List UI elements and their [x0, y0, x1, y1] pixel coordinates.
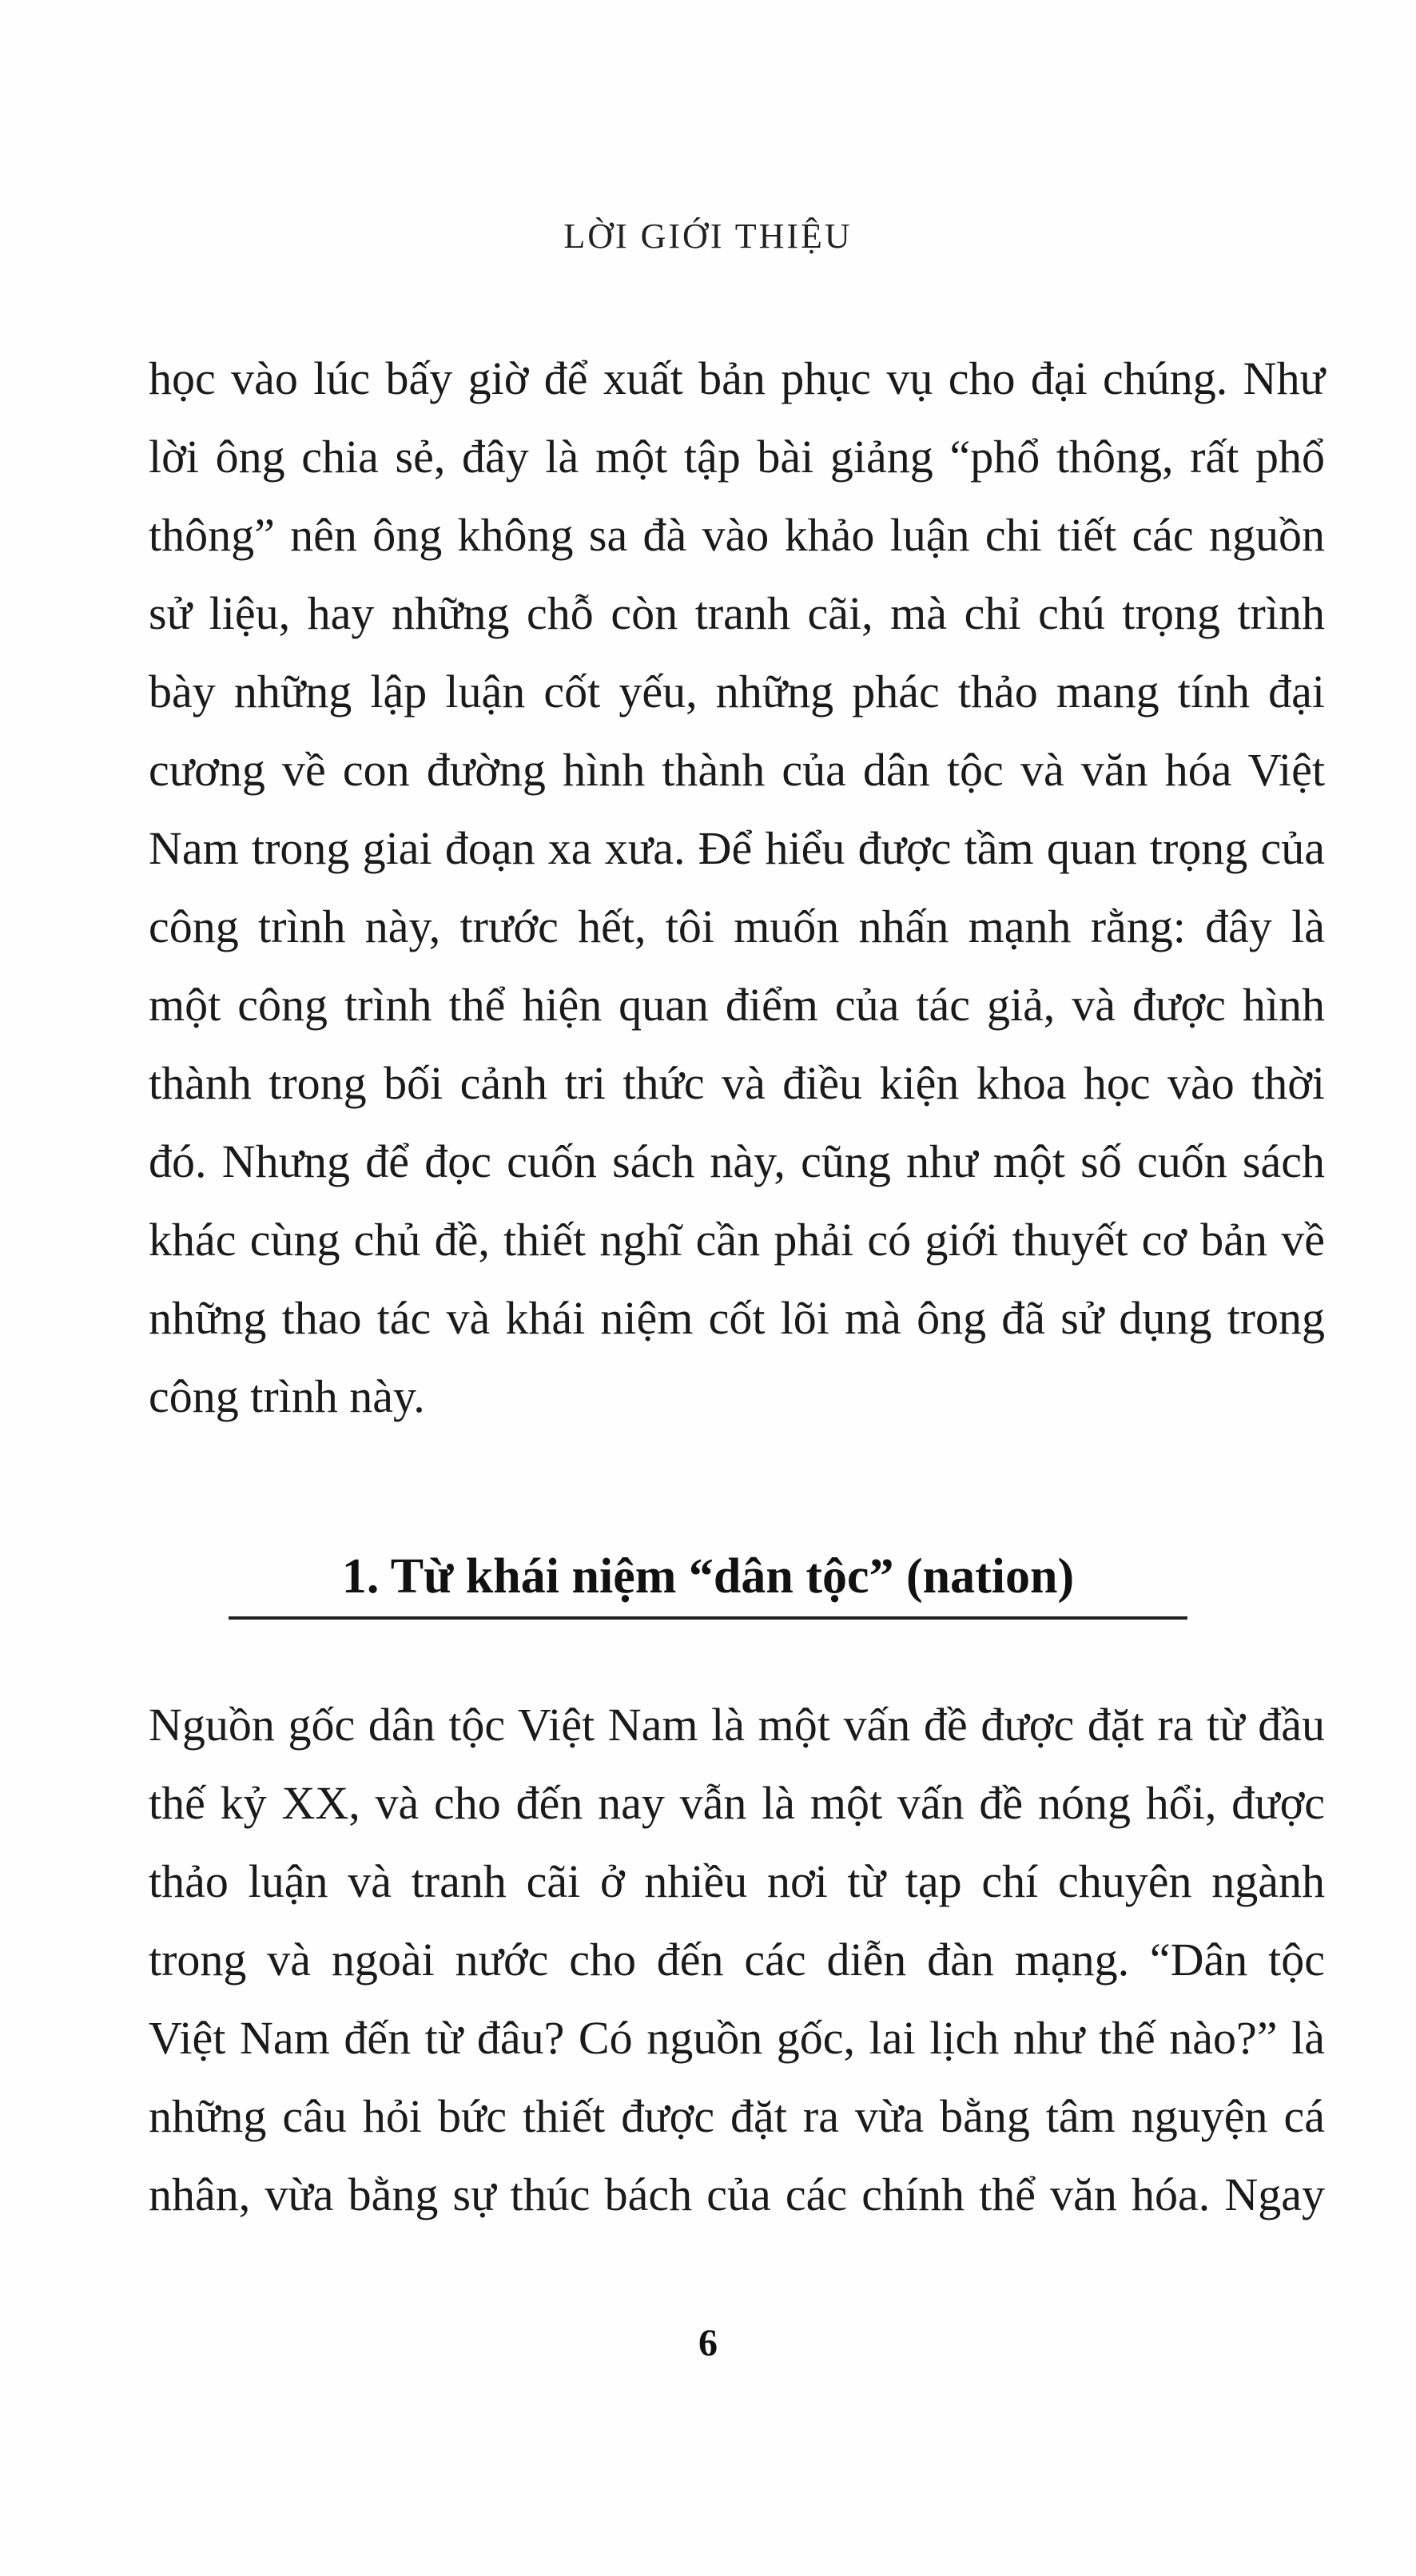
paragraph-line: bày những lập luận cốt yếu, những phác thảo mang tính đại: [149, 666, 1325, 718]
paragraph-line: khác cùng chủ đề, thiết nghĩ cần phải có giới thuyết cơ bản về: [149, 1214, 1325, 1266]
paragraph-line: sử liệu, hay những chỗ còn tranh cãi, mà chỉ chú trọng trình: [149, 587, 1325, 639]
page-number: 6: [698, 2322, 718, 2364]
paragraph-line: công trình này.: [149, 1370, 425, 1422]
paragraph-line: thành trong bối cảnh tri thức và điều kiện khoa học vào thời: [149, 1057, 1325, 1109]
paragraph-line: học vào lúc bấy giờ để xuất bản phục vụ cho đại chúng. Như: [149, 352, 1325, 404]
running-head: LỜI GIỚI THIỆU: [563, 217, 853, 256]
paragraph-line: nhân, vừa bằng sự thúc bách của các chính thể văn hóa. Ngay: [149, 2169, 1325, 2220]
section-heading: [0, 1548, 1416, 1620]
section-heading-text: 1. Từ khái niệm “dân tộc” (nation): [229, 1548, 1187, 1620]
paragraph-section-1: [149, 1686, 1325, 2234]
paragraph-line: công trình này, trước hết, tôi muốn nhấn mạnh rằng: đây là: [149, 900, 1325, 952]
paragraph-line: những thao tác và khái niệm cốt lõi mà ông đã sử dụng trong: [149, 1292, 1325, 1344]
paragraph-line: Nguồn gốc dân tộc Việt Nam là một vấn đề được đặt ra từ đầu: [149, 1699, 1325, 1751]
paragraph-line: thảo luận và tranh cãi ở nhiều nơi từ tạp chí chuyên ngành: [149, 1855, 1325, 1907]
paragraph-line: thế kỷ XX, và cho đến nay vẫn là một vấn đề nóng hổi, được: [149, 1777, 1325, 1829]
paragraph-line: những câu hỏi bức thiết được đặt ra vừa bằng tâm nguyện cá: [149, 2090, 1325, 2142]
paragraph-line: một công trình thể hiện quan điểm của tác giả, và được hình: [149, 979, 1325, 1031]
paragraph-line: lời ông chia sẻ, đây là một tập bài giảng “phổ thông, rất phổ: [149, 431, 1325, 483]
paragraph-line: cương về con đường hình thành của dân tộc và văn hóa Việt: [149, 744, 1325, 796]
paragraph-line: Việt Nam đến từ đâu? Có nguồn gốc, lai lịch như thế nào?” là: [149, 2012, 1325, 2064]
paragraph-line: thông” nên ông không sa đà vào khảo luận chi tiết các nguồn: [149, 509, 1325, 561]
paragraph-line: trong và ngoài nước cho đến các diễn đàn mạng. “Dân tộc: [149, 1934, 1325, 1986]
paragraph-line: Nam trong giai đoạn xa xưa. Để hiểu được tầm quan trọng của: [149, 822, 1325, 874]
paragraph-line: đó. Nhưng để đọc cuốn sách này, cũng như một số cuốn sách: [149, 1135, 1325, 1187]
paragraph-intro: [149, 340, 1325, 1436]
